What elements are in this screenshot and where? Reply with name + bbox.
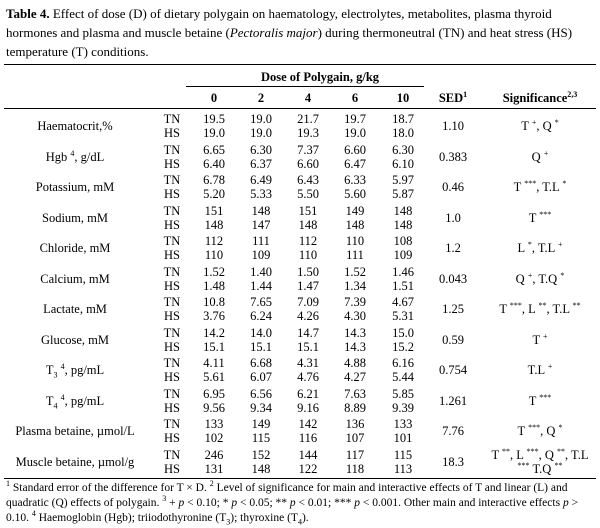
value-cell: 6.78 (203, 173, 225, 187)
value-cell: 9.16 (297, 400, 319, 415)
value-cell: 19.0 (203, 126, 225, 140)
dose-0-header: 0 (210, 91, 218, 105)
temp-tn: TN (163, 356, 181, 370)
significance-value: T ***, Q * (517, 422, 563, 438)
value-cell: 1.48 (203, 278, 225, 293)
value-cell: 4.27 (344, 370, 366, 384)
significance-value: T + (532, 331, 548, 347)
value-cell: 19.5 (203, 112, 225, 126)
temp-hs: HS (164, 431, 180, 445)
value-cell: 151 (204, 203, 224, 218)
value-cell: 6.43 (297, 173, 319, 187)
value-cell: 4.76 (297, 370, 319, 384)
value-cell: 112 (204, 234, 224, 248)
value-cell: 1.46 (392, 264, 414, 279)
temp-tn: TN (163, 142, 181, 157)
value-cell: 7.63 (344, 386, 366, 401)
value-cell: 131 (204, 461, 224, 476)
value-cell: 148 (393, 217, 413, 232)
value-cell: 113 (393, 461, 413, 476)
value-cell: 7.37 (297, 142, 319, 157)
value-cell: 19.7 (344, 112, 366, 126)
value-cell: 18.0 (392, 126, 414, 140)
temp-hs: HS (164, 309, 180, 323)
value-cell: 10.8 (203, 295, 225, 309)
value-cell: 148 (251, 461, 271, 476)
caption-text-a: Effect of dose (D) of dietary polygain on haematology, electrolytes, metabolites, plasma thyroid hormones and plasma and muscle betaine ( (6, 6, 552, 40)
temp-hs: HS (164, 187, 180, 201)
value-cell: 6.40 (203, 156, 225, 171)
value-cell: 6.21 (297, 386, 319, 401)
value-cell: 117 (345, 447, 365, 462)
value-cell: 5.44 (392, 370, 414, 384)
value-cell: 3.76 (203, 309, 225, 323)
value-cell: 4.67 (392, 295, 414, 309)
row-label: Chloride, mM (39, 241, 111, 255)
value-cell: 6.37 (250, 156, 272, 171)
value-cell: 148 (204, 217, 224, 232)
value-cell: 14.2 (203, 325, 225, 340)
significance-value: T +, Q * (521, 117, 559, 133)
value-cell: 5.33 (250, 187, 272, 201)
value-cell: 6.33 (344, 173, 366, 187)
table-footnote: $^1$ Standard error of the difference for T × D. $^2$ Level of significance for main and interactive effects of T and linear (L) and quadratic (Q) effects of polygain. $^3$ + p < 0.10; * p < 0.05; ** p < 0.01; *** p < 0.001. Other main and interactive effects p > 0.10. $^4$ Haemoglobin (Hgb); triiodothyronine $(T_3)$; thyroxine $(T_4)$. (6, 479, 579, 527)
value-cell: 9.56 (203, 400, 225, 415)
temp-hs: HS (164, 217, 180, 232)
value-cell: 7.65 (250, 295, 272, 309)
caption-text-b: ) during thermoneutral (TN) and heat stress (HS) temperature (T) conditions. (6, 25, 573, 59)
value-cell: 4.11 (203, 356, 225, 370)
value-cell: 1.34 (344, 278, 366, 293)
value-cell: 19.0 (250, 112, 272, 126)
value-cell: 1.52 (203, 264, 225, 279)
sed-value: 0.59 (442, 332, 464, 347)
sed-value: 0.754 (438, 363, 468, 377)
value-cell: 4.31 (297, 356, 319, 370)
value-cell: 5.60 (344, 187, 366, 201)
row-label: Potassium, mM (35, 180, 115, 194)
row-label: Sodium, mM (42, 210, 108, 225)
bottom-rule (4, 478, 596, 479)
row-label: $T_3$ $^4$, pg/mL (45, 361, 105, 380)
value-cell: 15.1 (250, 339, 272, 354)
sed-value: 0.043 (438, 271, 468, 286)
value-cell: 15.0 (392, 325, 414, 340)
value-cell: 136 (345, 417, 365, 431)
sed-header: SED$^1$ (438, 89, 468, 105)
value-cell: 6.30 (250, 142, 272, 157)
row-label: Muscle betaine, µmol/g (15, 454, 135, 469)
row-label: $T_4$ $^4$, pg/mL (45, 392, 105, 410)
significance-value: T *** (528, 209, 552, 225)
row-label: Lactate, mM (43, 302, 107, 316)
value-cell: 149 (345, 203, 365, 218)
temp-hs: HS (164, 339, 180, 354)
row-label: Haematocrit,% (37, 119, 113, 133)
value-cell: 19.0 (250, 126, 272, 140)
significance-value-cont: *** T.Q ** (517, 460, 563, 476)
temp-tn: TN (163, 112, 181, 126)
value-cell: 15.2 (392, 339, 414, 354)
value-cell: 148 (251, 203, 271, 218)
value-cell: 5.97 (392, 173, 414, 187)
sed-value: 7.76 (442, 424, 464, 438)
value-cell: 148 (345, 217, 365, 232)
value-cell: 115 (393, 447, 413, 462)
value-cell: 4.26 (297, 309, 319, 323)
value-cell: 109 (251, 248, 271, 262)
temp-tn: TN (163, 417, 181, 431)
sed-value: 1.25 (442, 302, 464, 316)
value-cell: 6.65 (203, 142, 225, 157)
value-cell: 5.61 (203, 370, 225, 384)
value-cell: 147 (251, 217, 271, 232)
value-cell: 19.0 (344, 126, 366, 140)
value-cell: 18.7 (392, 112, 414, 126)
value-cell: 9.34 (250, 400, 272, 415)
value-cell: 142 (298, 417, 318, 431)
temp-hs: HS (164, 156, 180, 171)
significance-value: L *, T.L + (517, 239, 563, 255)
temp-hs: HS (164, 461, 180, 476)
value-cell: 148 (393, 203, 413, 218)
value-cell: 6.30 (392, 142, 414, 157)
value-cell: 1.44 (250, 278, 272, 293)
sed-value: 0.383 (438, 149, 468, 164)
value-cell: 6.56 (250, 386, 272, 401)
value-cell: 4.30 (344, 309, 366, 323)
value-cell: 6.24 (250, 309, 272, 323)
value-cell: 1.40 (250, 264, 272, 279)
value-cell: 133 (204, 417, 224, 431)
value-cell: 5.31 (392, 309, 414, 323)
temp-tn: TN (163, 295, 181, 309)
value-cell: 14.0 (250, 325, 272, 340)
temp-tn: TN (163, 234, 181, 248)
significance-value: T **, L ***, Q **, T.L (491, 446, 589, 462)
value-cell: 151 (298, 203, 318, 218)
temp-tn: TN (163, 203, 181, 218)
value-cell: 246 (204, 447, 224, 462)
dose-rule (186, 86, 424, 87)
value-cell: 109 (393, 248, 413, 262)
temp-tn: TN (163, 264, 181, 279)
value-cell: 7.39 (344, 295, 366, 309)
sed-value: 1.10 (442, 119, 464, 133)
significance-value: Q + (531, 148, 549, 164)
value-cell: 101 (393, 431, 413, 445)
temp-tn: TN (163, 173, 181, 187)
value-cell: 6.95 (203, 386, 225, 401)
value-cell: 107 (345, 431, 365, 445)
value-cell: 102 (204, 431, 224, 445)
value-cell: 110 (345, 234, 365, 248)
sed-value: 1.2 (445, 241, 461, 255)
value-cell: 152 (251, 447, 271, 462)
value-cell: 21.7 (297, 112, 319, 126)
value-cell: 133 (393, 417, 413, 431)
value-cell: 148 (298, 217, 318, 232)
value-cell: 1.52 (344, 264, 366, 279)
temp-tn: TN (163, 325, 181, 340)
dose-2-header: 2 (257, 91, 265, 105)
dose-10-header: 10 (396, 91, 410, 105)
temp-tn: TN (163, 386, 181, 401)
value-cell: 14.7 (297, 325, 319, 340)
value-cell: 4.88 (344, 356, 366, 370)
temp-hs: HS (164, 278, 180, 293)
value-cell: 6.16 (392, 356, 414, 370)
significance-value: T ***, L **, T.L ** (499, 300, 581, 316)
value-cell: 5.85 (392, 386, 414, 401)
dose-header: Dose of Polygain, g/kg (260, 70, 380, 84)
table-label: Table 4. (6, 6, 50, 21)
significance-header: Significance$^{2,3}$ (502, 89, 578, 105)
value-cell: 118 (345, 461, 365, 476)
sed-value: 0.46 (442, 180, 464, 194)
value-cell: 8.89 (344, 400, 366, 415)
value-cell: 15.1 (297, 339, 319, 354)
value-cell: 1.51 (392, 278, 414, 293)
sed-value: 1.261 (438, 393, 468, 408)
value-cell: 5.50 (297, 187, 319, 201)
dose-4-header: 4 (304, 91, 312, 105)
value-cell: 1.47 (297, 278, 319, 293)
value-cell: 5.20 (203, 187, 225, 201)
value-cell: 6.60 (297, 156, 319, 171)
significance-value: T.L + (527, 361, 553, 377)
dose-6-header: 6 (351, 91, 359, 105)
row-label: Plasma betaine, µmol/L (15, 424, 135, 438)
temp-hs: HS (164, 126, 180, 140)
top-rule (4, 64, 596, 65)
significance-value: Q +, T.Q * (515, 270, 565, 286)
temp-hs: HS (164, 370, 180, 384)
temp-hs: HS (164, 248, 180, 262)
sed-value: 18.3 (442, 454, 464, 469)
value-cell: 14.3 (344, 325, 366, 340)
value-cell: 112 (298, 234, 318, 248)
sed-value: 1.0 (445, 210, 461, 225)
value-cell: 9.39 (392, 400, 414, 415)
caption-italic: Pectoralis major (229, 25, 318, 40)
value-cell: 6.68 (250, 356, 272, 370)
row-label: Hgb $^4$, g/dL (45, 148, 105, 164)
temp-hs: HS (164, 400, 180, 415)
value-cell: 116 (298, 431, 318, 445)
value-cell: 15.1 (203, 339, 225, 354)
row-label: Glucose, mM (40, 332, 110, 347)
value-cell: 110 (204, 248, 224, 262)
value-cell: 122 (298, 461, 318, 476)
value-cell: 14.3 (344, 339, 366, 354)
temp-tn: TN (163, 447, 181, 462)
value-cell: 6.49 (250, 173, 272, 187)
header-rule (4, 108, 596, 109)
value-cell: 111 (252, 234, 270, 248)
value-cell: 6.10 (392, 156, 414, 171)
value-cell: 110 (298, 248, 318, 262)
table-caption (6, 4, 594, 61)
value-cell: 5.87 (392, 187, 414, 201)
value-cell: 6.47 (344, 156, 366, 171)
value-cell: 6.07 (250, 370, 272, 384)
value-cell: 6.60 (344, 142, 366, 157)
value-cell: 1.50 (297, 264, 319, 279)
value-cell: 7.09 (297, 295, 319, 309)
value-cell: 19.3 (297, 126, 319, 140)
significance-value: T *** (528, 392, 552, 408)
value-cell: 108 (393, 234, 413, 248)
row-label: Calcium, mM (40, 271, 110, 286)
value-cell: 111 (346, 248, 364, 262)
value-cell: 115 (251, 431, 271, 445)
value-cell: 149 (251, 417, 271, 431)
significance-value: T ***, T.L * (513, 178, 567, 194)
value-cell: 144 (298, 447, 318, 462)
